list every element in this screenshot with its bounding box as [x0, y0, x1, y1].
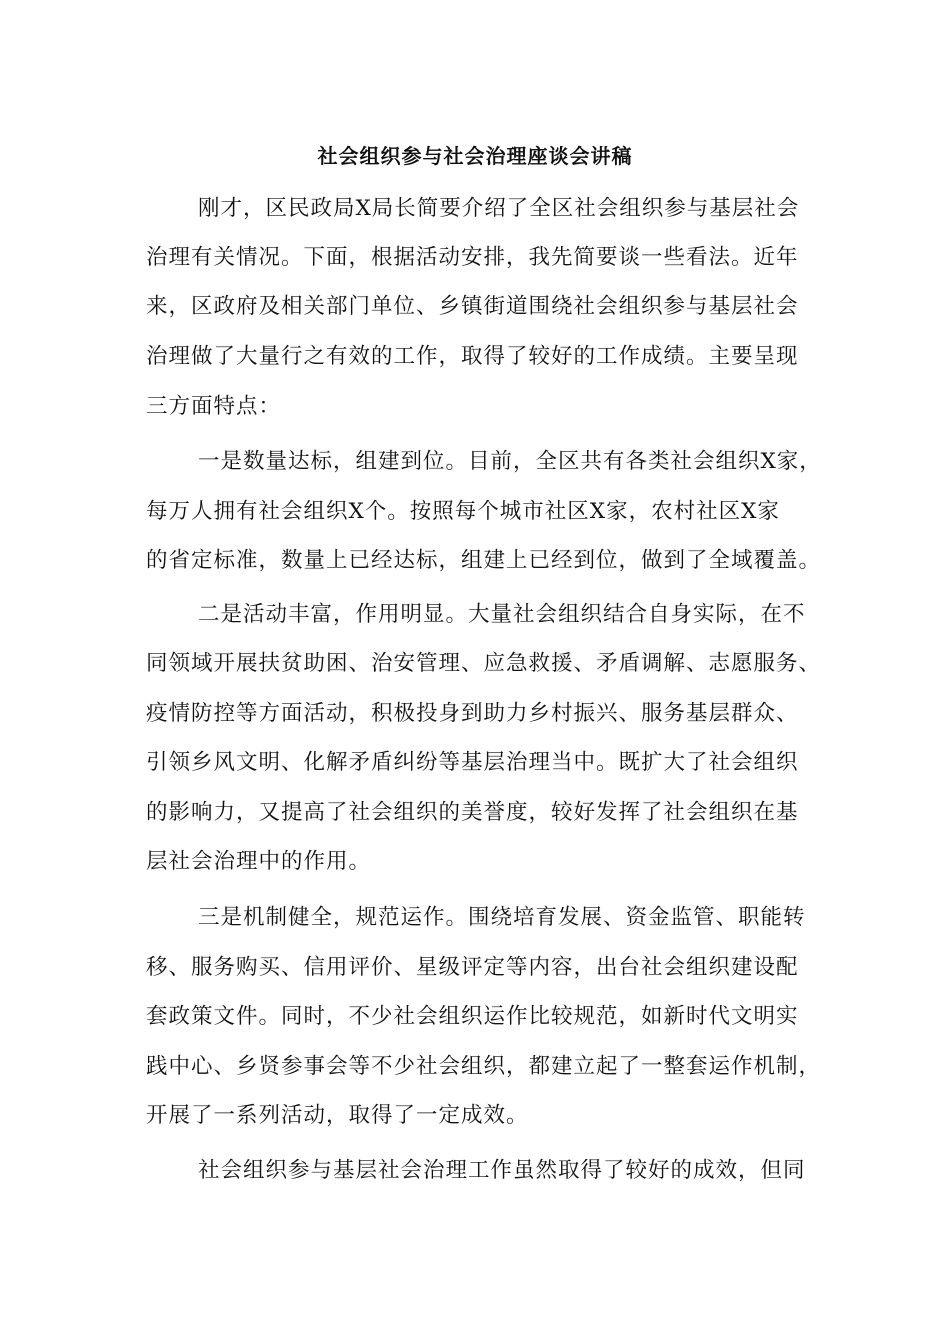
paragraph-4-line-5: 开展了一系列活动，取得了一定成效。: [146, 1103, 529, 1128]
paragraph-1-line-5: 三方面特点：: [146, 394, 282, 419]
paragraph-4-line-1: 三是机制健全，规范运作。围绕培育发展、资金监管、职能转: [198, 905, 806, 930]
paragraph-4-line-3: 套政策文件。同时，不少社会组织运作比较规范，如新时代文明实: [146, 1004, 799, 1029]
paragraph-1-line-1: 刚才，区民政局X局长简要介绍了全区社会组织参与基层社会: [198, 196, 800, 221]
paragraph-3-line-6: 层社会治理中的作用。: [146, 849, 372, 874]
paragraph-3-line-1: 二是活动丰富，作用明显。大量社会组织结合自身实际，在不: [198, 602, 806, 627]
paragraph-4-line-2: 移、服务购买、信用评价、星级评定等内容，出台社会组织建设配: [146, 955, 799, 980]
paragraph-3-line-5: 的影响力，又提高了社会组织的美誉度，较好发挥了社会组织在基: [146, 800, 799, 825]
paragraph-2-line-3: 的省定标准，数量上已经达标，组建上已经到位，做到了全域覆盖。: [146, 548, 822, 573]
paragraph-2-line-2: 每万人拥有社会组织X个。按照每个城市社区X家，农村社区X家: [146, 499, 780, 524]
document-title: 社会组织参与社会治理座谈会讲稿: [317, 144, 633, 168]
paragraph-3-line-3: 疫情防控等方面活动，积极投身到助力乡村振兴、服务基层群众、: [146, 701, 799, 726]
paragraph-1-line-3: 来，区政府及相关部门单位、乡镇街道围绕社会组织参与基层社会: [146, 294, 799, 319]
paragraph-2-line-1: 一是数量达标，组建到位。目前，全区共有各类社会组织X家，: [198, 449, 822, 474]
paragraph-1-line-4: 治理做了大量行之有效的工作，取得了较好的工作成绩。主要呈现: [146, 344, 799, 369]
paragraph-3-line-4: 引领乡风文明、化解矛盾纠纷等基层治理当中。既扩大了社会组织: [146, 750, 799, 775]
paragraph-5-line-1: 社会组织参与基层社会治理工作虽然取得了较好的成效，但同: [198, 1158, 806, 1183]
paragraph-1-line-2: 治理有关情况。下面，根据活动安排，我先简要谈一些看法。近年: [146, 245, 799, 270]
paragraph-3-line-2: 同领域开展扶贫助困、治安管理、应急救援、矛盾调解、志愿服务、: [146, 651, 822, 676]
paragraph-4-line-4: 践中心、乡贤参事会等不少社会组织，都建立起了一整套运作机制，: [146, 1054, 822, 1079]
